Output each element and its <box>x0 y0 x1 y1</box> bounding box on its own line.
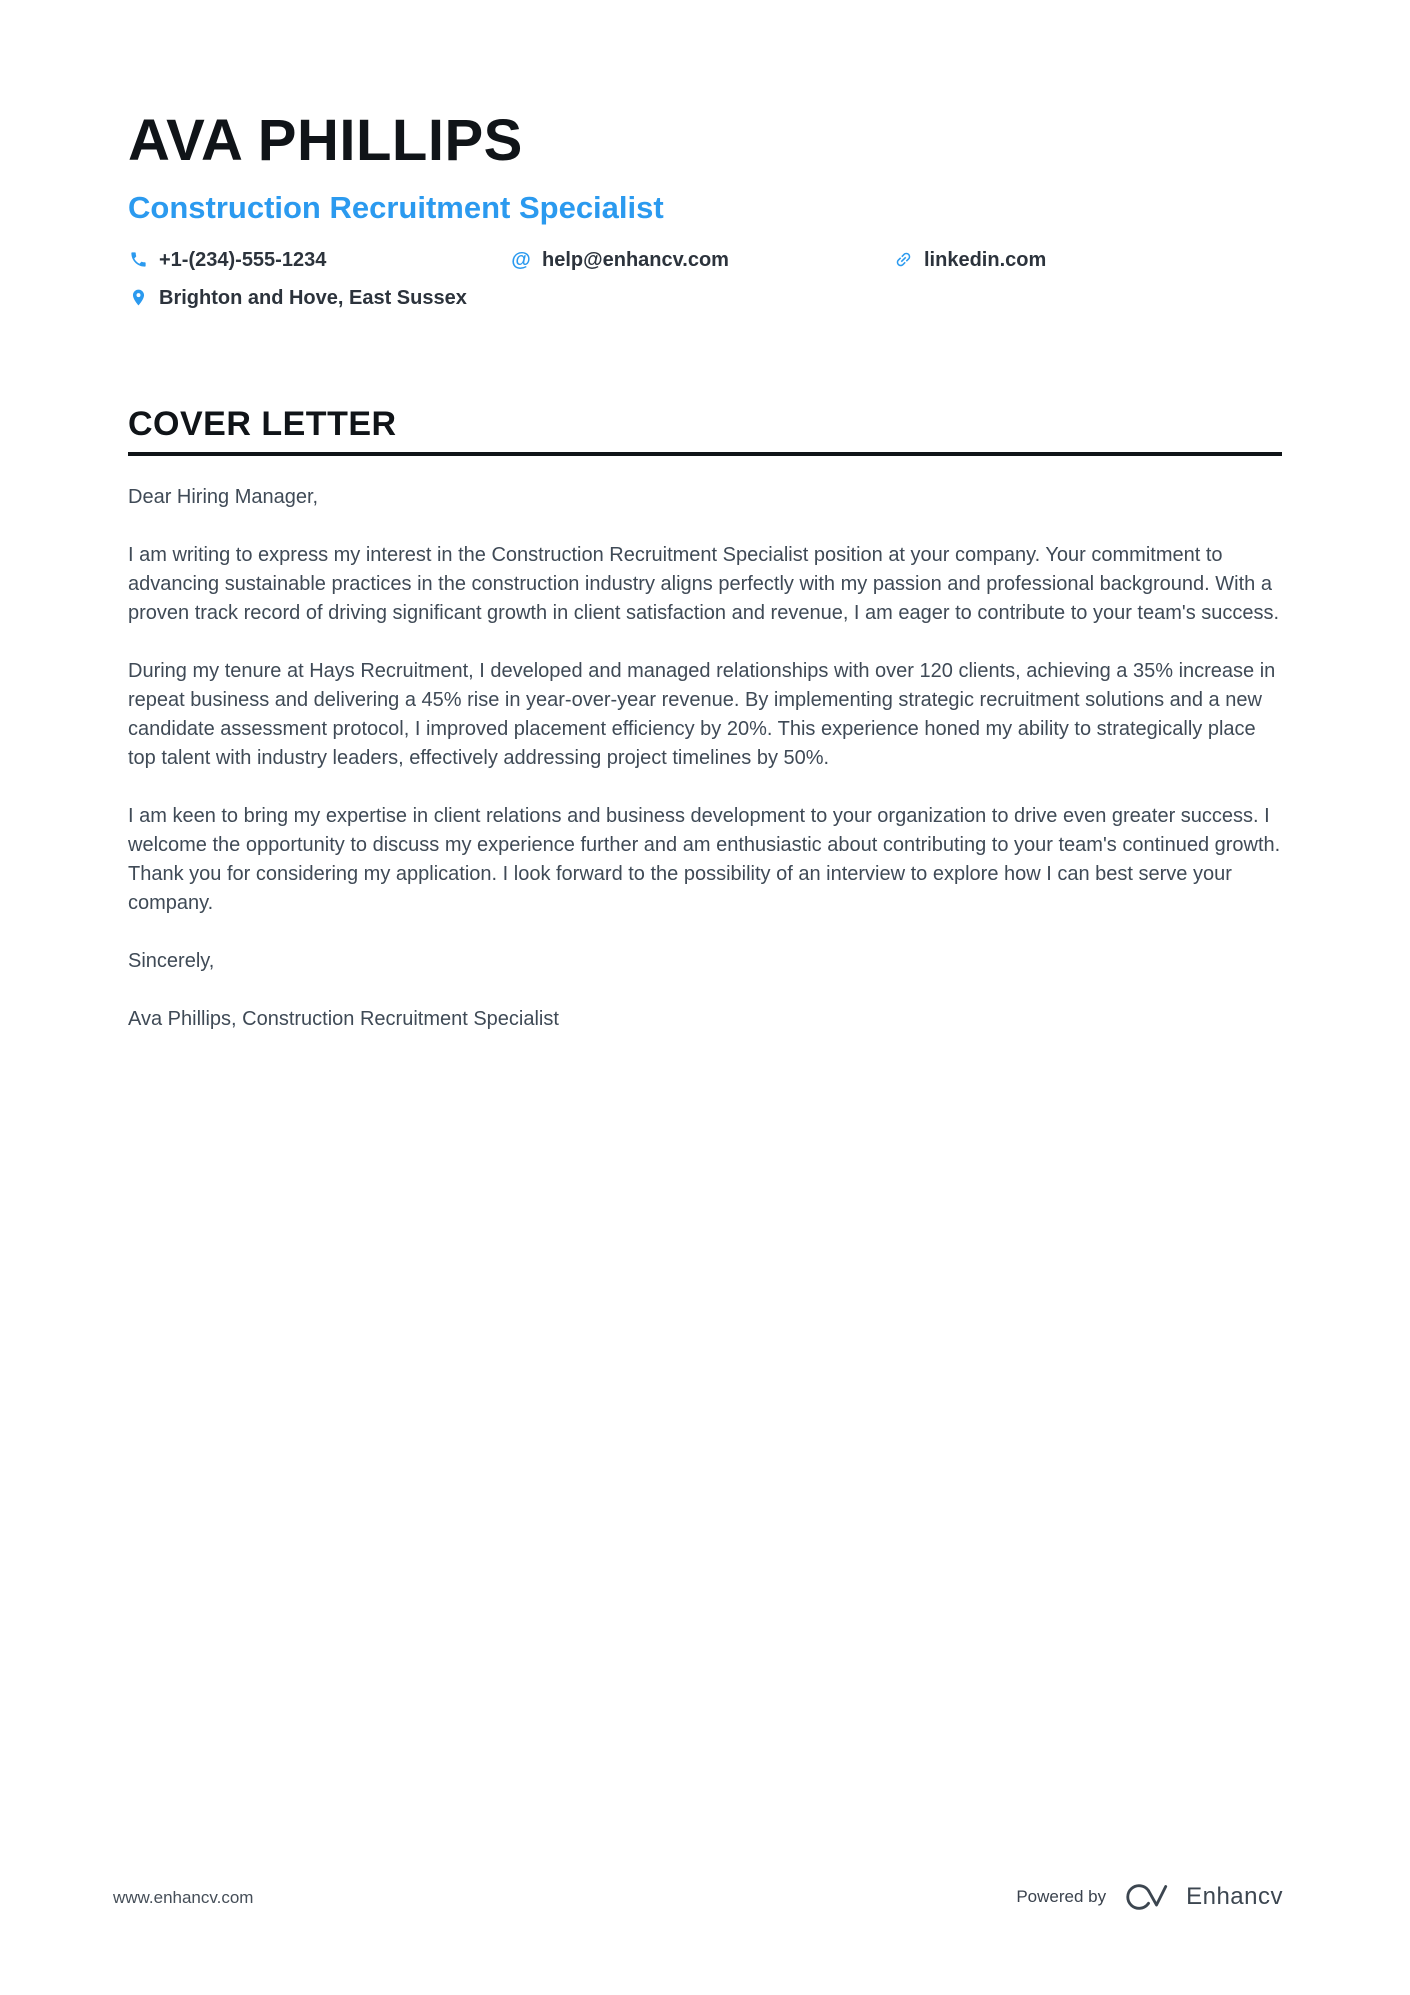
contact-email[interactable] <box>511 249 893 271</box>
linkedin-url: linkedin.com <box>924 248 1047 271</box>
page-footer <box>113 1879 1283 1915</box>
at-icon: @ <box>511 248 531 271</box>
powered-by-label: Powered by <box>1016 1887 1107 1906</box>
link-icon <box>893 250 913 270</box>
contact-location[interactable] <box>128 287 511 309</box>
person-name: AVA PHILLIPS <box>128 108 523 173</box>
salutation: Dear Hiring Manager, <box>128 485 319 508</box>
phone-number: +1-(234)-555-1234 <box>159 248 327 271</box>
header <box>128 108 1282 309</box>
enhancv-brand-link[interactable] <box>1120 1879 1283 1915</box>
contact-phone[interactable] <box>128 249 511 271</box>
signature: Ava Phillips, Construction Recruitment Specialist <box>128 1007 559 1030</box>
contact-linkedin[interactable] <box>893 249 1282 271</box>
location-icon <box>128 288 148 308</box>
letter-body <box>128 483 1282 1034</box>
contact-info <box>128 249 1282 309</box>
letter-paragraph: I am writing to express my interest in the Construction Recruitment Specialist position at your company. Your commitment to advancing sustainable practices in the construction industry aligns perfectly with my passion and professional background. With a proven track record of driving significant growth in client satisfaction and revenue, I am eager to contribute to your team's success. <box>128 543 1280 624</box>
closing: Sincerely, <box>128 949 215 972</box>
cover-letter-section <box>128 404 1282 1034</box>
letter-paragraph: I am keen to bring my expertise in client relations and business development to your organization to drive even greater success. I welcome the opportunity to discuss my experience further and am enthusiastic about contributing to your team's continued growth. Thank you for considering my application. I look forward to the possibility of an interview to explore how I can best serve your company. <box>128 804 1281 914</box>
enhancv-logo-icon <box>1120 1879 1172 1915</box>
enhancv-brand-name: Enhancv <box>1186 1883 1283 1910</box>
phone-icon <box>128 250 148 270</box>
section-heading: COVER LETTER <box>128 407 1282 456</box>
location-text: Brighton and Hove, East Sussex <box>159 286 467 309</box>
email-address: help@enhancv.com <box>542 248 729 271</box>
person-job-title: Construction Recruitment Specialist <box>128 190 664 225</box>
letter-paragraph: During my tenure at Hays Recruitment, I developed and managed relationships with over 120 clients, achieving a 35% increase in repeat business and delivering a 45% rise in year-over-year revenue. By implementing strategic recruitment solutions and a new candidate assessment protocol, I improved placement efficiency by 20%. This experience honed my ability to strategically place top talent with industry leaders, effectively addressing project timelines by 50%. <box>128 659 1276 769</box>
footer-website-link[interactable]: www.enhancv.com <box>113 1887 254 1907</box>
